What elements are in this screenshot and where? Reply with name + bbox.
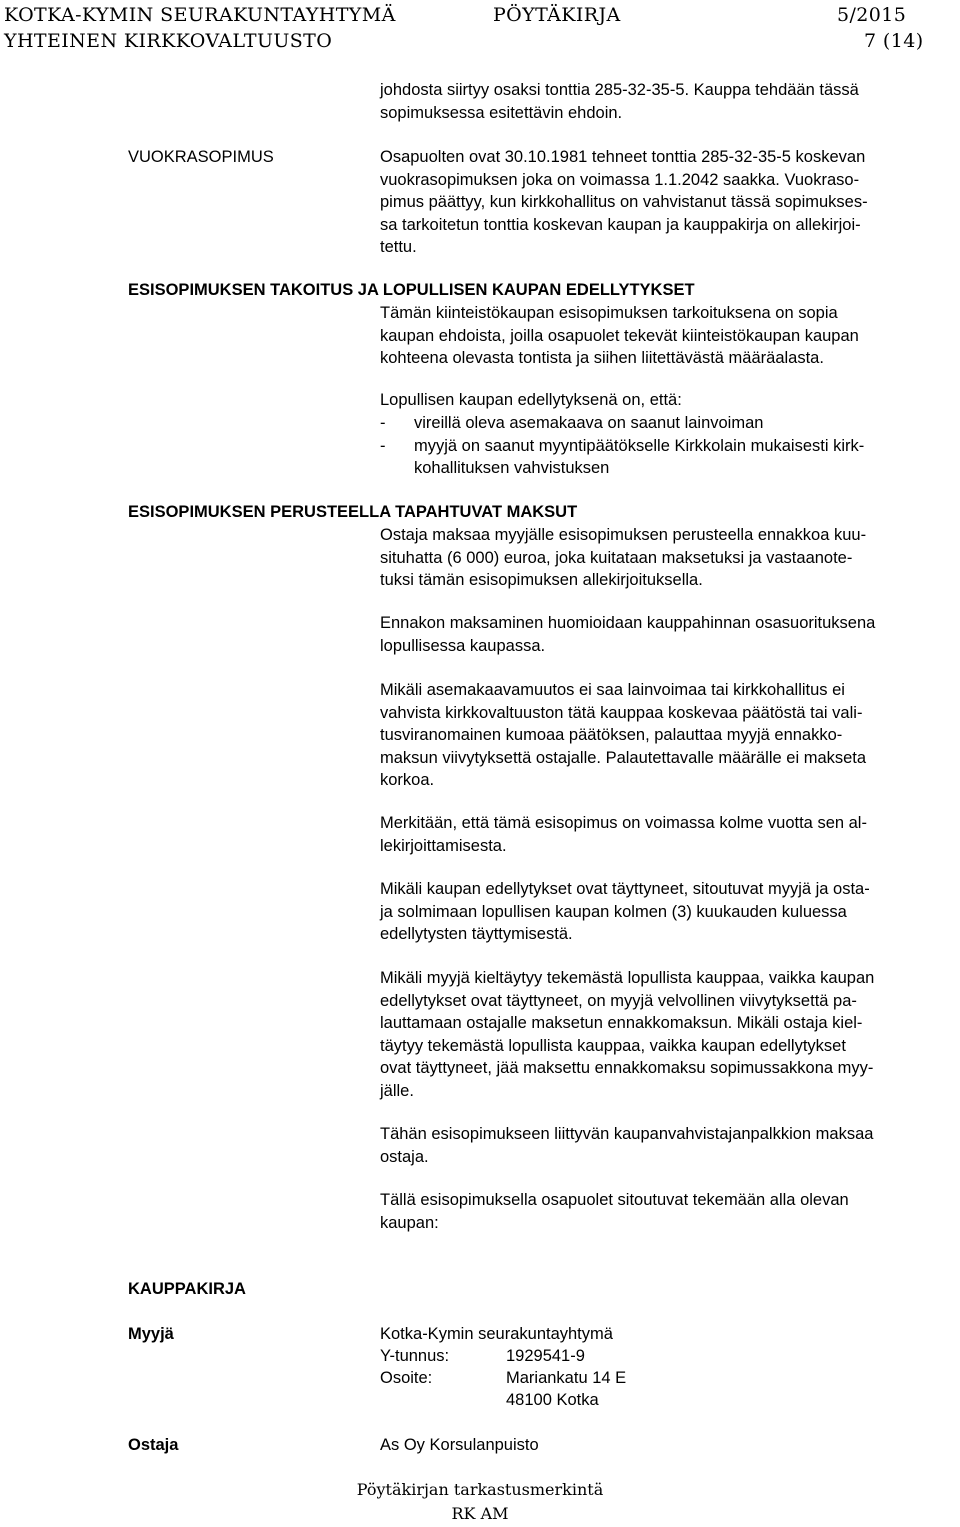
payments-paragraph-1 (380, 524, 960, 592)
text-line: situhatta (6 000) euroa, joka kuitataan maksetuksi ja vastaanote- (380, 548, 853, 567)
text-line: korkoa. (380, 771, 435, 789)
list-item (380, 412, 960, 435)
text-line: ovat täyttyneet, jää maksettu ennakkomaksu sopimussakkona myy- (380, 1059, 874, 1077)
document-type: PÖYTÄKIRJA (493, 4, 621, 26)
text-line: kohteena olevasta tontista ja siihen liitettävästä määräalasta. (380, 349, 824, 367)
address-label: Osoite: (380, 1369, 433, 1387)
intro-paragraph (380, 79, 960, 124)
text-line: pimus päättyy, kun kirkkohallitus on vahvistanut tässä sopimukses- (380, 193, 868, 211)
meeting-number: 5/2015 (837, 4, 907, 26)
address-street: Mariankatu 14 E (506, 1369, 627, 1387)
text-line: Tällä esisopimuksella osapuolet sitoutuvat tekemään alla olevan (380, 1191, 849, 1209)
payments-paragraph-3 (380, 679, 960, 792)
text-line: maksun viivytyksettä ostajalle. Palautettavalle määrälle ei makseta (380, 748, 867, 767)
council-name: YHTEINEN KIRKKOVALTUUSTO (4, 30, 333, 52)
payments-paragraph-8 (380, 1189, 960, 1234)
list-item-text: kohallituksen vahvistuksen (414, 459, 610, 477)
conditions-intro (380, 389, 960, 412)
payments-paragraph-6 (380, 967, 960, 1102)
text-line: sopimuksessa esitettävin ehdoin. (380, 103, 623, 122)
text-line: Osapuolten ovat 30.10.1981 tehneet tonttia 285-32-35-5 koskevan (380, 148, 866, 166)
list-item-text: vireillä oleva asemakaava on saanut lainvoiman (414, 414, 764, 432)
text-line: Ennakon maksaminen huomioidaan kauppahinnan osasuorituksena (380, 614, 876, 632)
address-city: 48100 Kotka (506, 1391, 599, 1409)
payments-paragraph-5 (380, 878, 960, 946)
text-line: Merkitään, että tämä esisopimus on voimassa kolme vuotta sen al- (380, 814, 867, 832)
buyer-label: Ostaja (128, 1436, 179, 1454)
text-line: edellytykset ovat täyttyneet, on myyjä velvollinen viivytyksettä pa- (380, 991, 857, 1010)
text-line: tusviranomainen kumoaa päätöksen, palauttaa myyjä ennakko- (380, 726, 843, 744)
text-line: tettu. (380, 238, 417, 256)
payments-paragraph-4 (380, 812, 960, 857)
list-item-text: myyjä on saanut myyntipäätökselle Kirkkolain mukaisesti kirk- (414, 436, 865, 455)
text-line: johdosta siirtyy osaksi tonttia 285-32-35-5. Kauppa tehdään tässä (380, 81, 859, 99)
list-dash: - (380, 414, 386, 432)
list-item (380, 435, 960, 480)
business-id-value: 1929541-9 (506, 1347, 585, 1365)
text-line: Ostaja maksaa myyjälle esisopimuksen perusteella ennakkoa kuu- (380, 526, 867, 544)
text-line: vahvista kirkkovaltuuston tätä kauppaa koskevaa päätöstä tai vali- (380, 703, 863, 722)
text-line: edellytysten täyttymisestä. (380, 925, 573, 943)
text-line: jälle. (380, 1081, 414, 1100)
text-line: tuksi tämän esisopimuksen allekirjoituksella. (380, 571, 703, 589)
text-line: lopullisessa kaupassa. (380, 636, 546, 655)
text-line: Tämän kiinteistökaupan esisopimuksen tarkoituksena on sopia (380, 304, 838, 322)
text-line: kaupan ehdoista, joilla osapuolet tekevät kiinteistökaupan kaupan (380, 326, 859, 345)
kauppakirja-heading: KAUPPAKIRJA (128, 1280, 246, 1298)
text-line: vuokrasopimuksen joka on voimassa 1.1.2042 saakka. Vuokraso- (380, 170, 860, 189)
conditions-list (380, 412, 960, 480)
text-line: ostaja. (380, 1147, 429, 1166)
footer-check-label: Pöytäkirjan tarkastusmerkintä (356, 1480, 604, 1499)
payments-paragraph-7 (380, 1123, 960, 1168)
address-row (380, 1367, 626, 1390)
business-id-label: Y-tunnus: (380, 1347, 450, 1365)
purpose-paragraph (380, 302, 960, 370)
text-line: ja solmimaan lopullisen kaupan kolmen (3) kuukauden kuluessa (380, 902, 847, 921)
text-line: sa tarkoitetun tonttia koskevan kaupan ja kauppakirja on allekirjoi- (380, 215, 861, 234)
section-heading-purpose: ESISOPIMUKSEN TAKOITUS JA LOPULLISEN KAUPAN EDELLYTYKSET (128, 281, 695, 299)
text-line: kaupan: (380, 1213, 439, 1232)
text-line: täytyy tekemästä lopullista kauppaa, vaikka kaupan edellytykset (380, 1036, 846, 1055)
payments-paragraph-2 (380, 612, 960, 657)
seller-label: Myyjä (128, 1325, 174, 1343)
list-dash: - (380, 436, 386, 455)
address-city-row (380, 1389, 599, 1412)
vuokrasopimus-paragraph (380, 146, 960, 259)
text-line: Mikäli myyjä kieltäytyy tekemästä lopullista kauppaa, vaikka kaupan (380, 969, 875, 987)
page-number: 7 (14) (864, 30, 924, 52)
text-line: Mikäli asemakaavamuutos ei saa lainvoimaa tai kirkkohallitus ei (380, 681, 845, 699)
business-id-row (380, 1345, 585, 1368)
text-line: lekirjoittamisesta. (380, 836, 507, 855)
section-heading-payments: ESISOPIMUKSEN PERUSTEELLA TAPAHTUVAT MAKSUT (128, 503, 578, 521)
organization-name: KOTKA-KYMIN SEURAKUNTAYHTYMÄ (4, 4, 396, 26)
text-line: lauttamaan ostajalle maksetun ennakkomaksun. Mikäli ostaja kiel- (380, 1014, 863, 1032)
text-line: Mikäli kaupan edellytykset ovat täyttyneet, sitoutuvat myyjä ja osta- (380, 880, 870, 898)
buyer-name: As Oy Korsulanpuisto (380, 1436, 539, 1454)
vuokrasopimus-label: VUOKRASOPIMUS (128, 148, 274, 166)
text-line: Tähän esisopimukseen liittyvän kaupanvahvistajanpalkkion maksaa (380, 1125, 874, 1143)
seller-name: Kotka-Kymin seurakuntayhtymä (380, 1325, 613, 1343)
text-line: Lopullisen kaupan edellytyksenä on, että: (380, 391, 682, 409)
footer-initials: RK AM (451, 1504, 509, 1523)
